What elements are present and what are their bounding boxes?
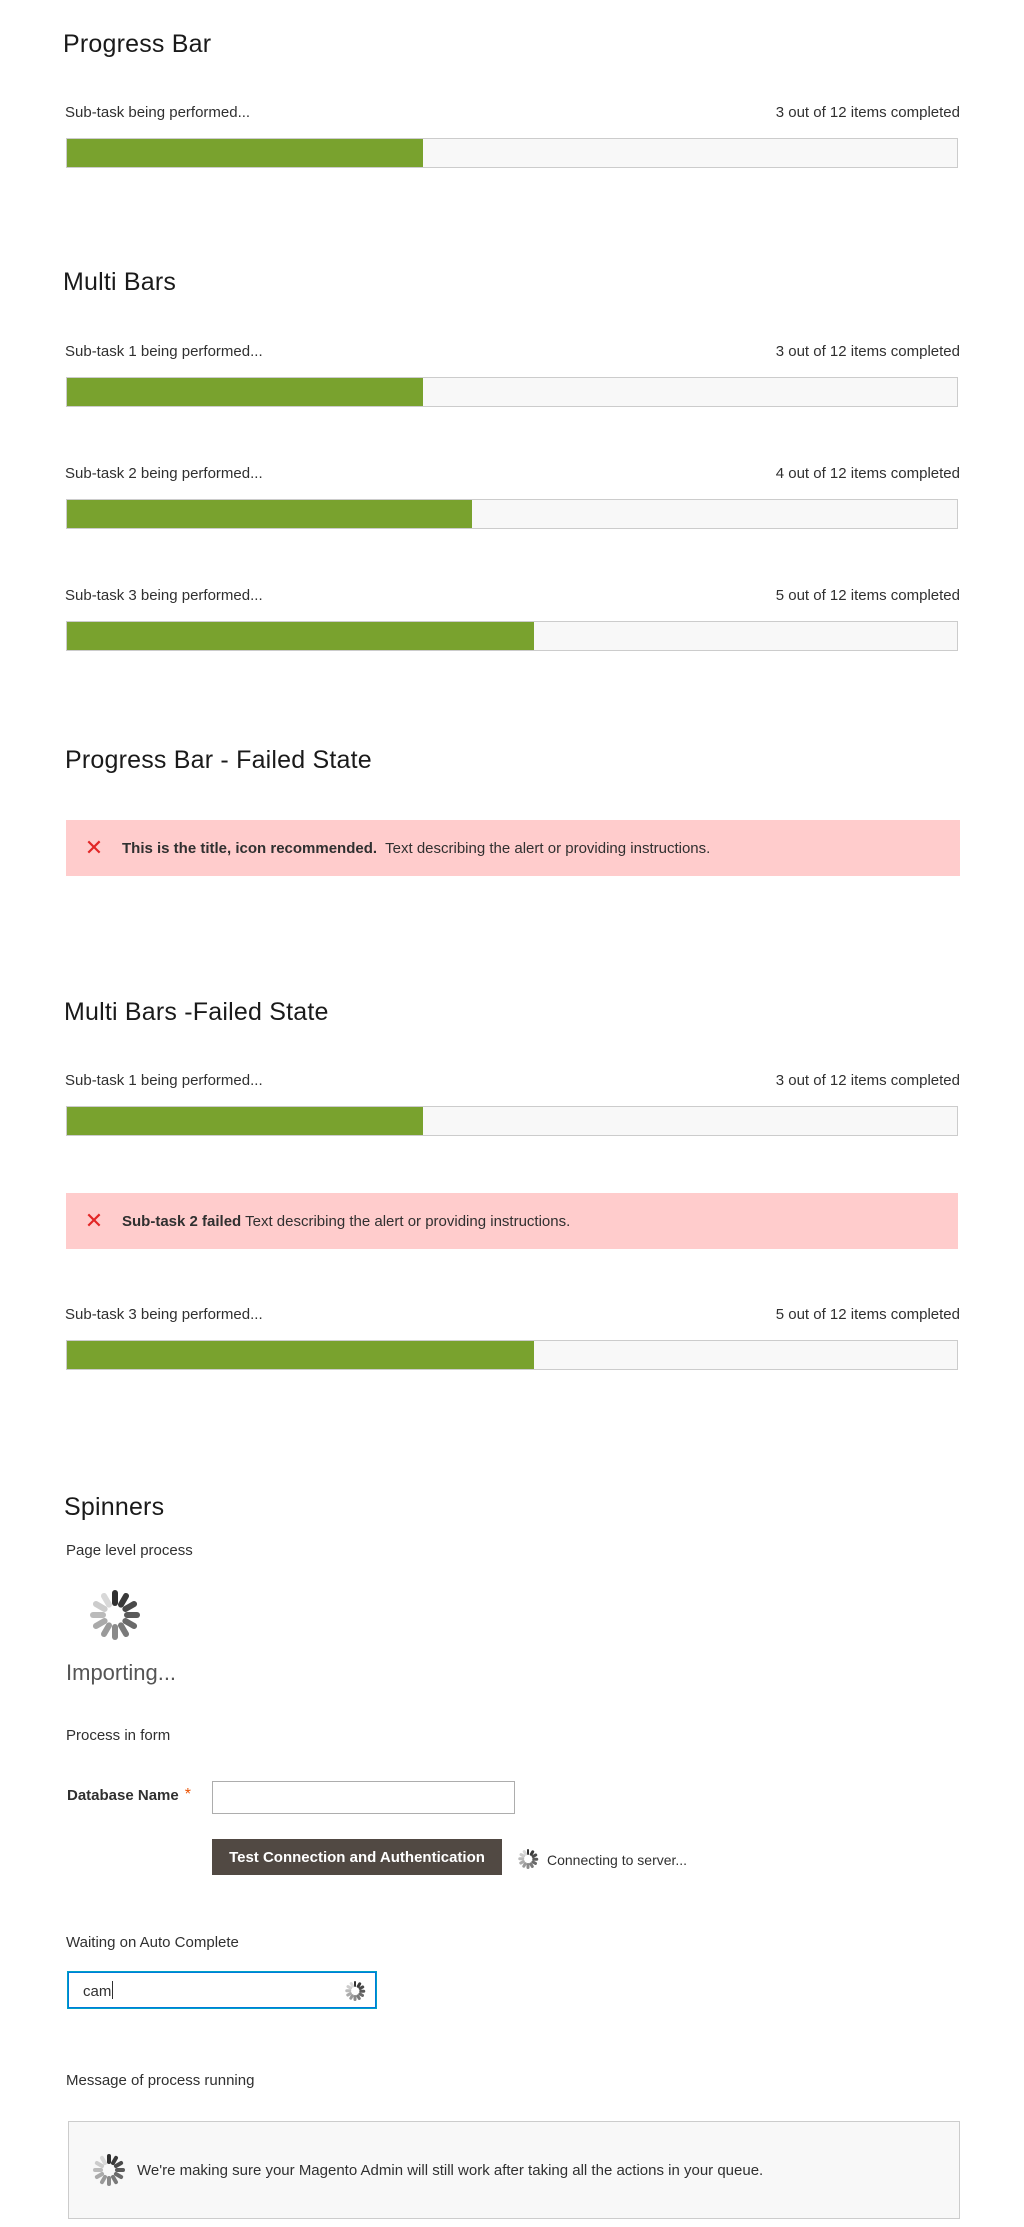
autocomplete-spinner-icon — [345, 1981, 365, 2001]
multi-failed-title: Multi Bars -Failed State — [64, 998, 329, 1026]
spinners-title: Spinners — [64, 1493, 165, 1521]
message-spinner-icon — [93, 2154, 125, 2186]
failed-alert — [66, 820, 960, 876]
subtask-failed-alert-title: Sub-task 2 failed — [122, 1212, 242, 1230]
multi-bar-1-fill — [67, 378, 423, 406]
progress-bar-fill — [67, 139, 423, 167]
failed-alert-title: This is the title, icon recommended. — [122, 839, 378, 857]
multi-failed-bar-3 — [66, 1340, 958, 1370]
failed-alert-text — [122, 840, 710, 857]
multi-failed-status-1-label: 3 out of 12 items completed — [775, 1072, 960, 1089]
multi-status-3-label: 5 out of 12 items completed — [775, 587, 960, 604]
importing-text: Importing... — [66, 1660, 177, 1685]
autocomplete-input[interactable] — [68, 1972, 376, 2008]
multi-failed-bar-3-fill — [67, 1341, 534, 1369]
multi-bar-2 — [66, 499, 958, 529]
multi-task-1-label: Sub-task 1 being performed... — [65, 343, 263, 360]
multi-bar-3 — [66, 621, 958, 651]
multi-failed-task-1-label: Sub-task 1 being performed... — [65, 1072, 263, 1089]
connecting-text: Connecting to server... — [547, 1852, 688, 1868]
multi-status-1-label: 3 out of 12 items completed — [775, 343, 960, 360]
progress-task-label: Sub-task being performed... — [65, 104, 251, 121]
multi-failed-bar-1 — [66, 1106, 958, 1136]
multi-failed-status-3-label: 5 out of 12 items completed — [775, 1306, 960, 1323]
error-x-icon: ✕ — [84, 835, 104, 860]
failed-state-title: Progress Bar - Failed State — [65, 746, 372, 774]
db-name-label-row — [67, 1786, 191, 1804]
subtask-failed-alert-message: Text describing the alert or providing instructions. — [245, 1212, 571, 1230]
multi-task-2-label: Sub-task 2 being performed... — [65, 465, 263, 482]
multi-failed-bar-1-fill — [67, 1107, 423, 1135]
multi-task-3-label: Sub-task 3 being performed... — [65, 587, 263, 604]
process-message-text: We're making sure your Magento Admin will still work after taking all the actions in your queue. — [137, 2161, 764, 2179]
autocomplete-value: cam — [83, 1983, 112, 2000]
multi-failed-task-3-label: Sub-task 3 being performed... — [65, 1306, 263, 1323]
multi-bars-title: Multi Bars — [63, 268, 177, 296]
multi-bar-3-fill — [67, 622, 534, 650]
db-name-input[interactable] — [212, 1781, 515, 1814]
page-level-heading: Page level process — [66, 1542, 193, 1559]
multi-status-2-label: 4 out of 12 items completed — [775, 465, 960, 482]
multi-bar-1 — [66, 377, 958, 407]
db-name-label: Database Name — [67, 1786, 179, 1804]
process-in-form-heading: Process in form — [66, 1727, 171, 1744]
failed-alert-message: Text describing the alert or providing instructions. — [385, 839, 711, 857]
process-message-box — [68, 2121, 960, 2219]
progress-bar — [66, 138, 958, 168]
message-heading: Message of process running — [66, 2072, 255, 2089]
multi-bar-2-fill — [67, 500, 472, 528]
progress-bar-title: Progress Bar — [63, 30, 212, 58]
progress-status-label: 3 out of 12 items completed — [775, 104, 960, 121]
subtask-failed-alert — [66, 1193, 958, 1249]
page-spinner-icon — [90, 1590, 140, 1640]
error-x-icon: ✕ — [84, 1208, 104, 1233]
required-mark: * — [184, 1786, 191, 1803]
connecting-spinner-icon — [518, 1849, 538, 1869]
test-connection-button[interactable]: Test Connection and Authentication — [212, 1839, 502, 1875]
autocomplete-heading: Waiting on Auto Complete — [66, 1934, 239, 1951]
subtask-failed-alert-text — [122, 1213, 570, 1230]
